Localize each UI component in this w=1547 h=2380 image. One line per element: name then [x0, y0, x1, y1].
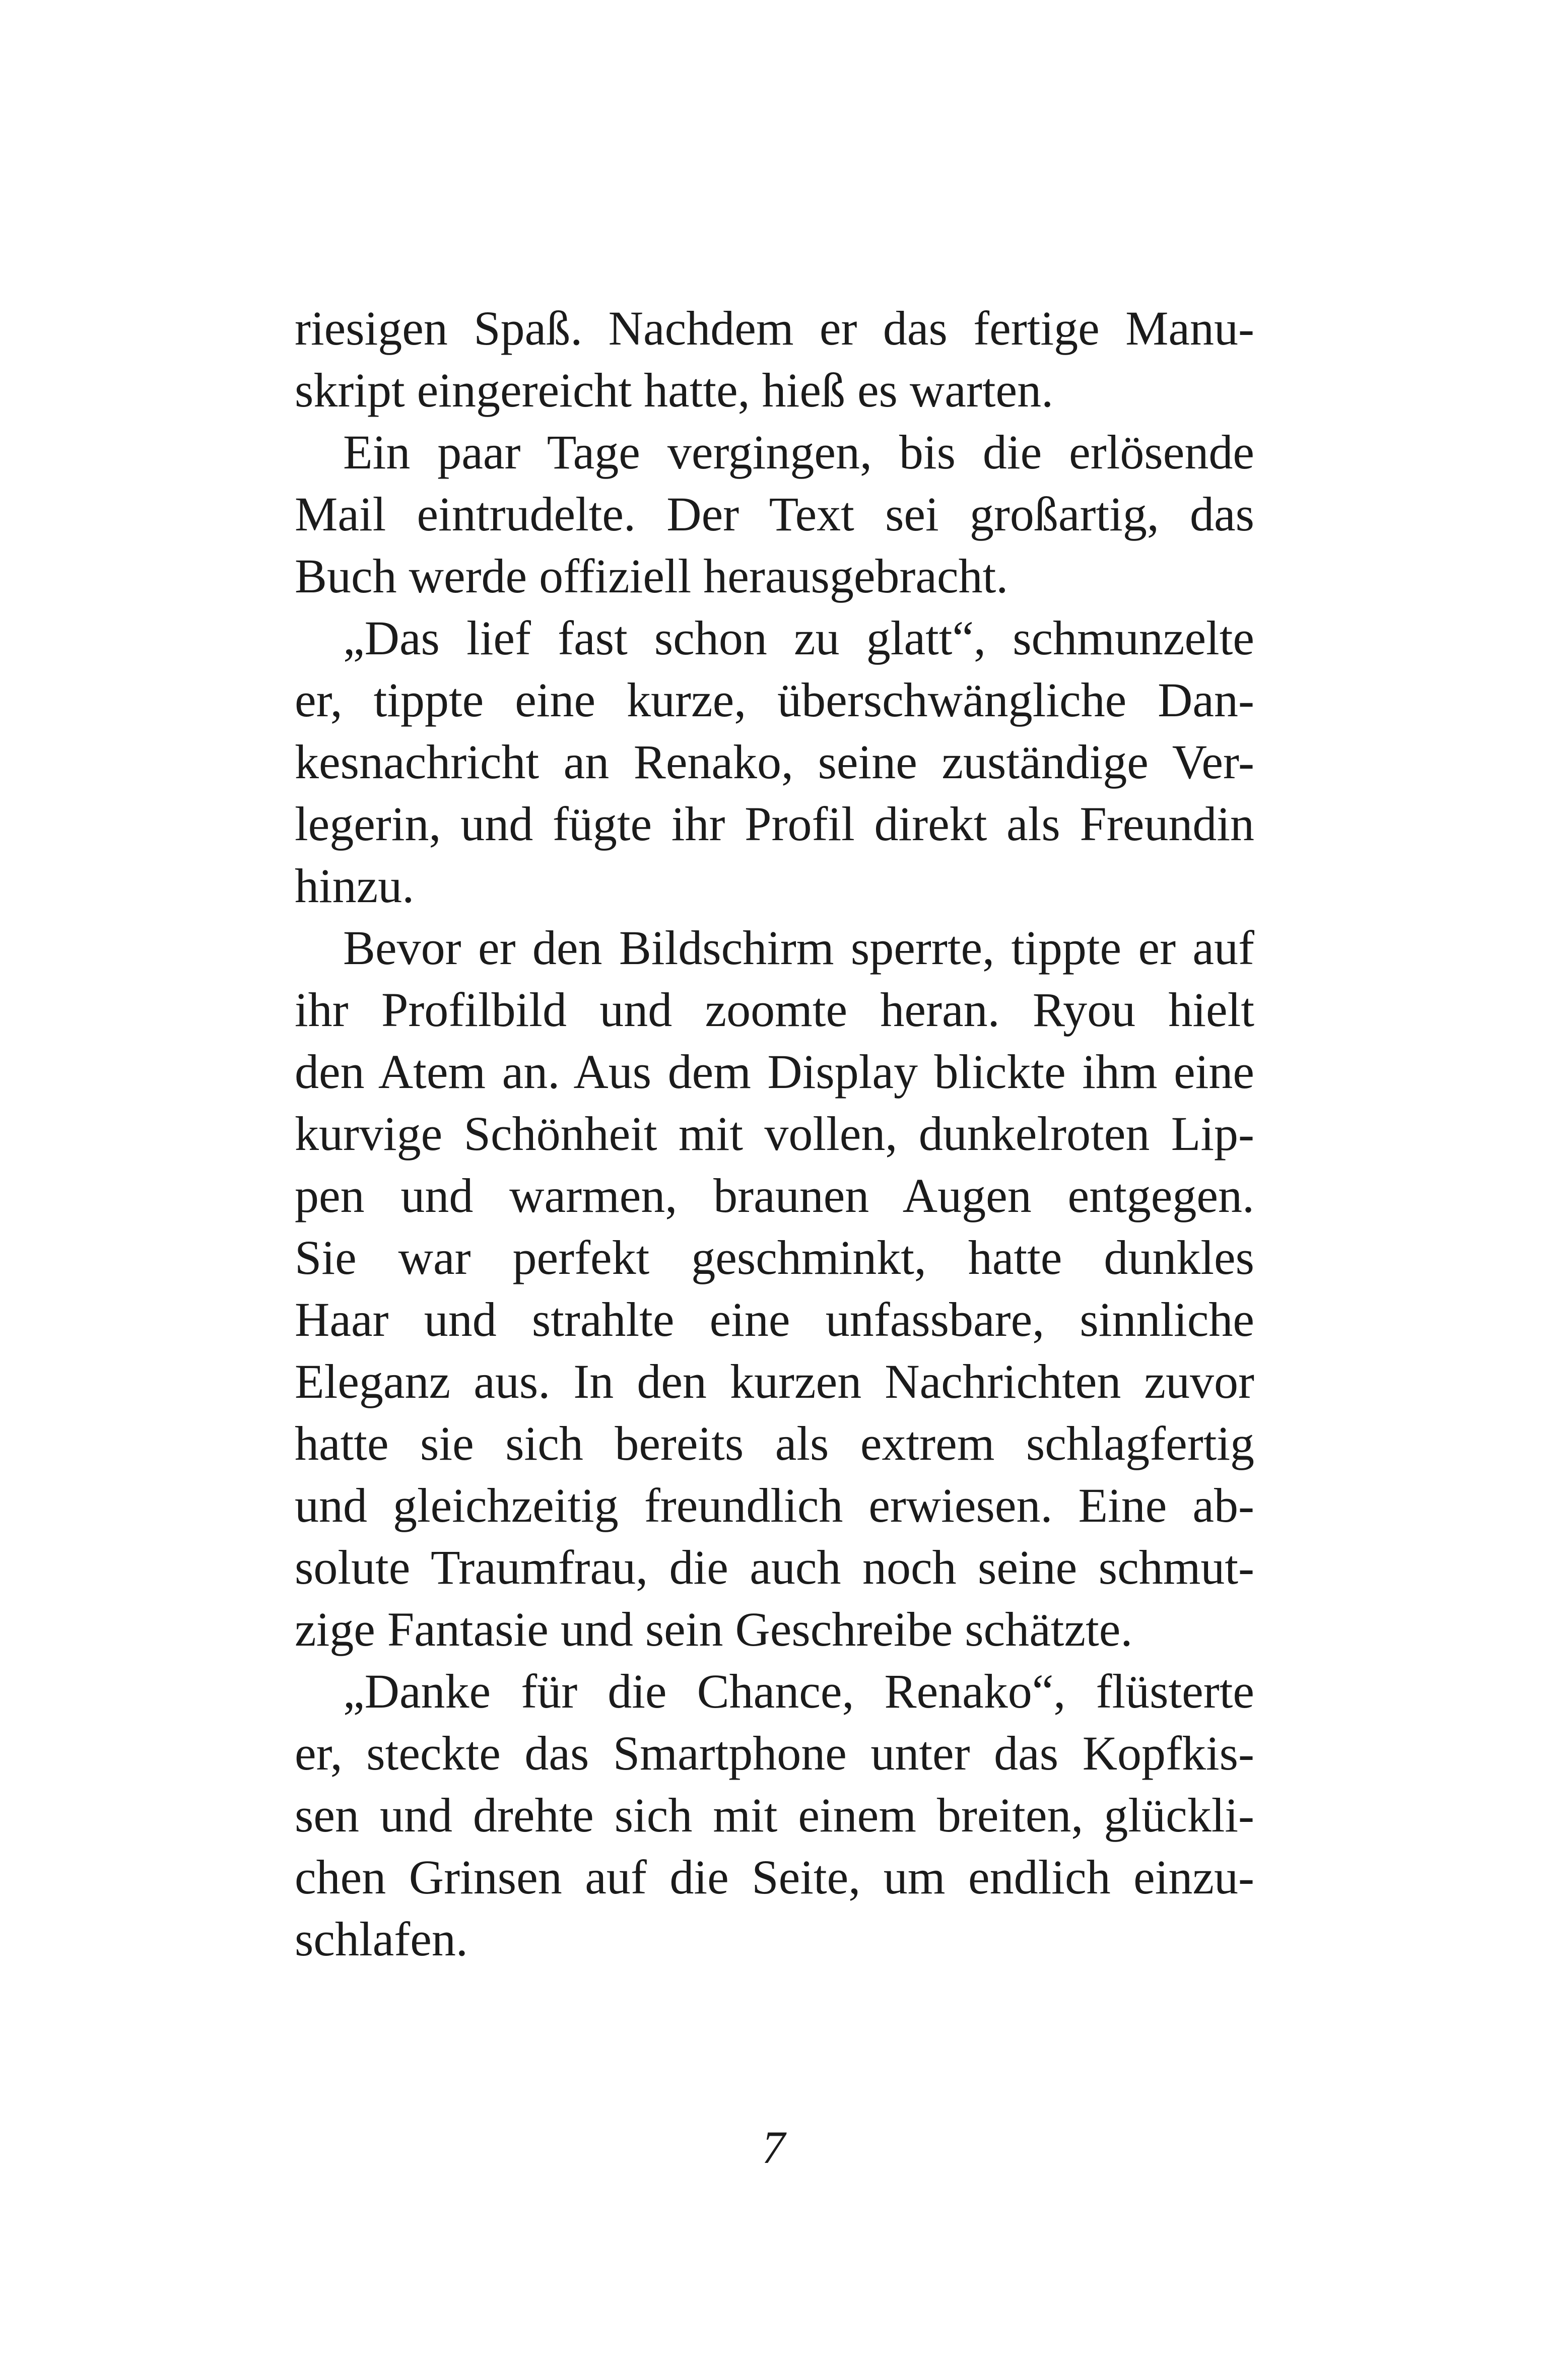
text-line: er, steckte das Smartphone unter das Kopfkis-	[295, 1726, 1254, 1780]
text-line: ihr Profilbild und zoomte heran. Ryou hielt	[295, 983, 1254, 1037]
text-line: „Danke für die Chance, Renako“, flüsterte	[343, 1664, 1254, 1718]
text-line: Mail eintrudelte. Der Text sei großartig, das	[295, 487, 1254, 541]
text-line: „Das lief fast schon zu glatt“, schmunzelte	[343, 611, 1254, 665]
paragraph	[295, 607, 1254, 917]
text-line: Ein paar Tage vergingen, bis die erlösende	[343, 425, 1254, 479]
paragraph	[295, 917, 1254, 1660]
text-line: solute Traumfrau, die auch noch seine schmut-	[295, 1540, 1254, 1594]
text-line: er, tippte eine kurze, überschwängliche Dan-	[295, 673, 1254, 727]
paragraph	[295, 297, 1254, 421]
text-line: hinzu.	[295, 859, 415, 913]
text-line: schlafen.	[295, 1912, 468, 1966]
text-line: Haar und strahlte eine unfassbare, sinnliche	[295, 1293, 1254, 1346]
text-line: Bevor er den Bildschirm sperrte, tippte er auf	[343, 921, 1254, 975]
text-line: legerin, und fügte ihr Profil direkt als Freundin	[295, 797, 1254, 851]
text-line: pen und warmen, braunen Augen entgegen.	[295, 1169, 1254, 1222]
text-line: Sie war perfekt geschminkt, hatte dunkles	[295, 1231, 1254, 1284]
text-line: Eleganz aus. In den kurzen Nachrichten zuvor	[295, 1354, 1254, 1408]
paragraph	[295, 1660, 1254, 1970]
text-line: kurvige Schönheit mit vollen, dunkelroten Lip-	[295, 1107, 1254, 1161]
paragraph	[295, 421, 1254, 607]
text-line: sen und drehte sich mit einem breiten, glückli-	[295, 1788, 1254, 1842]
text-line: den Atem an. Aus dem Display blickte ihm eine	[295, 1045, 1254, 1099]
body-text	[295, 297, 1254, 1970]
text-line: zige Fantasie und sein Geschreibe schätzte.	[295, 1602, 1133, 1656]
text-line: chen Grinsen auf die Seite, um endlich einzu-	[295, 1850, 1254, 1904]
text-line: kesnachricht an Renako, seine zuständige Ver-	[295, 735, 1254, 789]
text-line: hatte sie sich bereits als extrem schlagfertig	[295, 1416, 1254, 1470]
text-line: skript eingereicht hatte, hieß es warten.	[295, 363, 1054, 417]
page-number: 7	[762, 2122, 785, 2173]
text-line: riesigen Spaß. Nachdem er das fertige Manu-	[295, 301, 1254, 355]
text-line: Buch werde offiziell herausgebracht.	[295, 549, 1008, 603]
text-line: und gleichzeitig freundlich erwiesen. Eine ab-	[295, 1478, 1254, 1532]
